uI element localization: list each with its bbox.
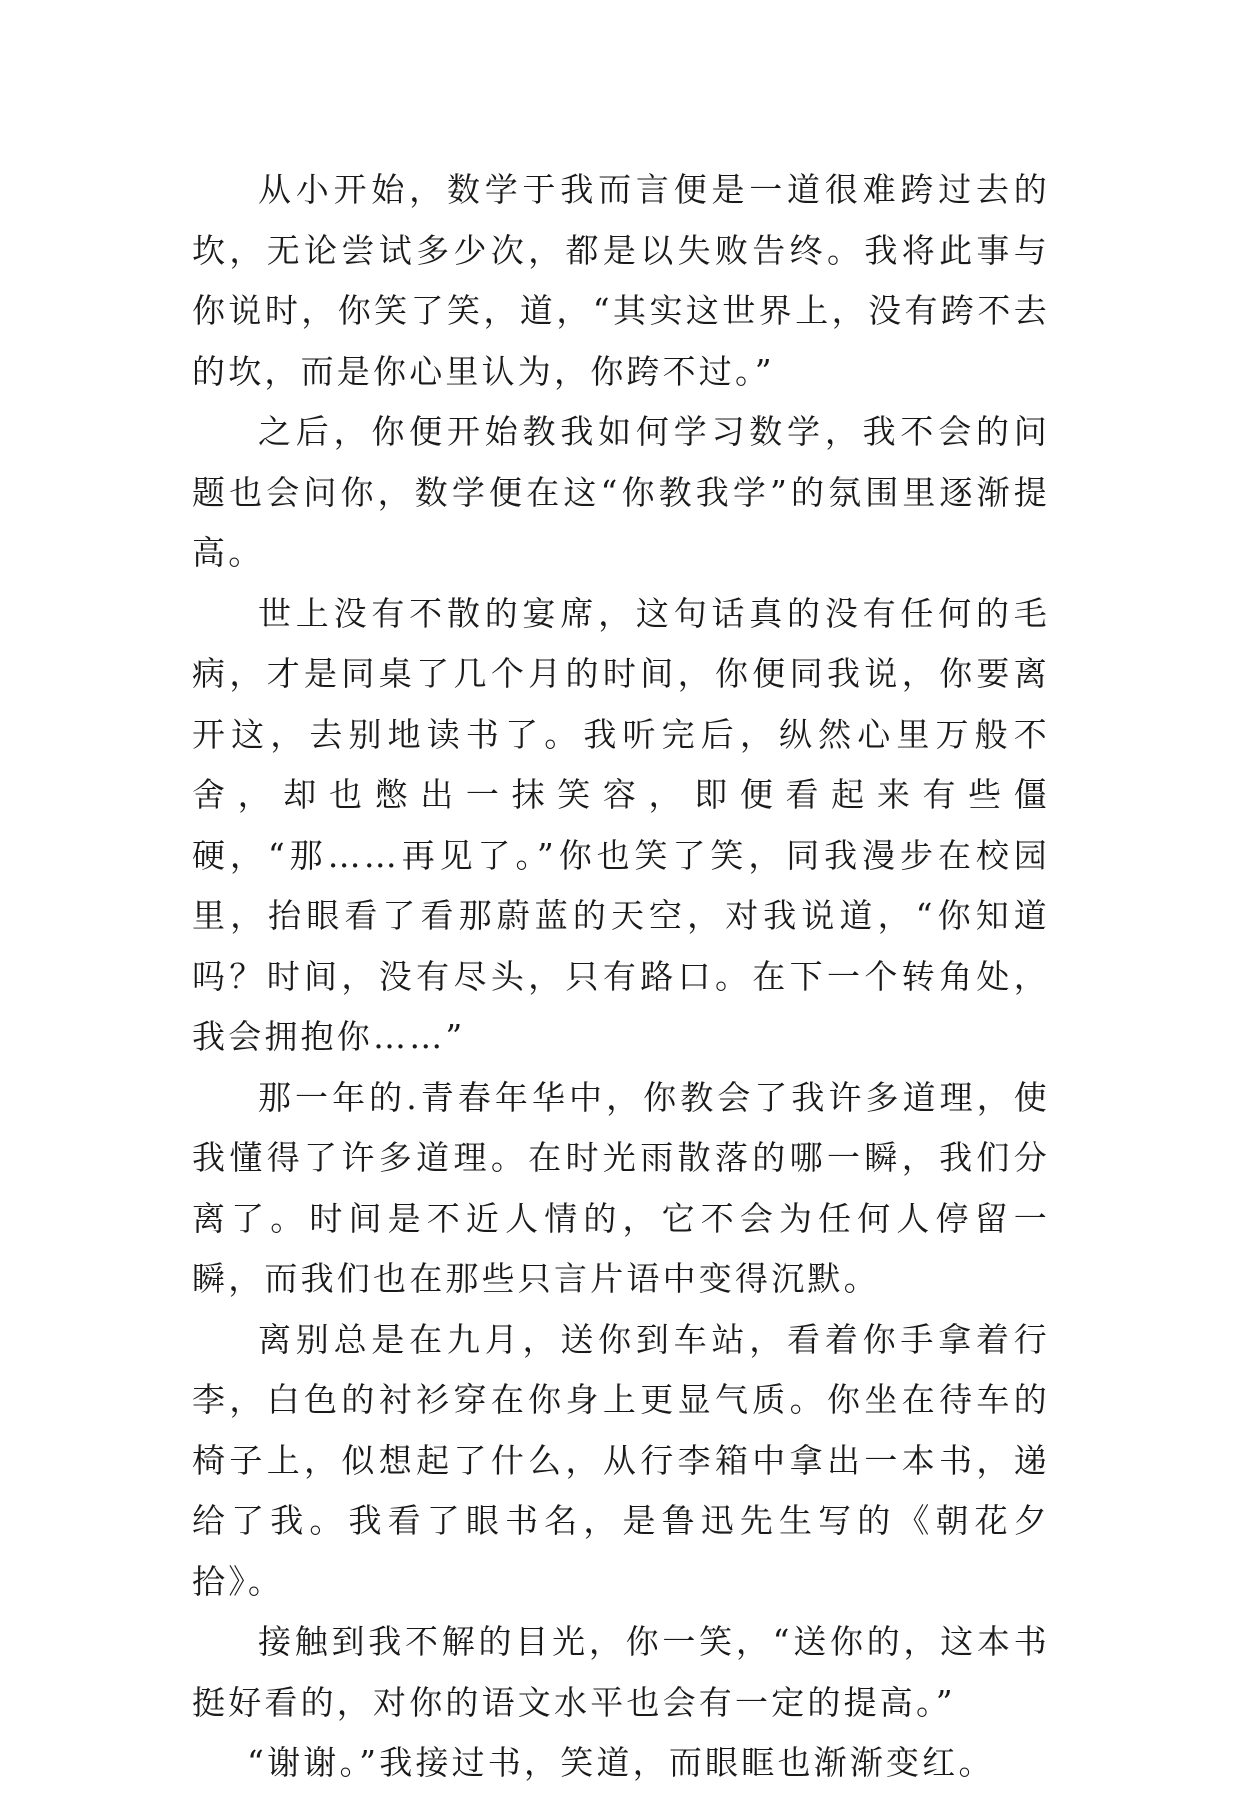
paragraph-1: 从小开始，数学于我而言便是一道很难跨过去的坎，无论尝试多少次，都是以失败告终。我将此事与你说时，你笑了笑，道，“其实这世界上，没有跨不去的坎，而是你心里认为，你跨不过。” (192, 170, 1050, 391)
paragraph-7: “谢谢。”我接过书，笑道，而眼眶也渐渐变红。 (247, 1743, 995, 1782)
paragraph-4: 那一年的.青春年华中，你教会了我许多道理，使我懂得了许多道理。在时光雨散落的哪一瞬，我们分离了。时间是不近人情的，它不会为任何人停留一瞬，而我们也在那些只言片语中变得沉默。 (192, 1077, 1050, 1298)
paragraph-6: 接触到我不解的目光，你一笑，“送你的，这本书挺好看的，对你的语文水平也会有一定的提高。” (192, 1622, 1050, 1722)
paragraph-2: 之后，你便开始教我如何学习数学，我不会的问题也会问你，数学便在这“你教我学”的氛围里逐渐提高。 (192, 412, 1050, 572)
paragraph-5: 离别总是在九月，送你到车站，看着你手拿着行李，白色的衬衫穿在你身上更显气质。你坐在待车的椅子上，似想起了什么，从行李箱中拿出一本书，递给了我。我看了眼书名，是鲁迅先生写的《朝花夕拾》。 (192, 1319, 1050, 1601)
paragraph-3: 世上没有不散的宴席，这句话真的没有任何的毛病，才是同桌了几个月的时间，你便同我说，你要离开这，去别地读书了。我听完后，纵然心里万般不舍，却也憋出一抹笑容，即便看起来有些僵硬，“那……再见了。”你也笑了笑，同我漫步在校园里，抬眼看了看那蔚蓝的天空，对我说道，“你知道吗？时间，没有尽头，只有路口。在下一个转角处，我会拥抱你……” (192, 593, 1050, 1056)
document-body (192, 160, 1050, 1794)
